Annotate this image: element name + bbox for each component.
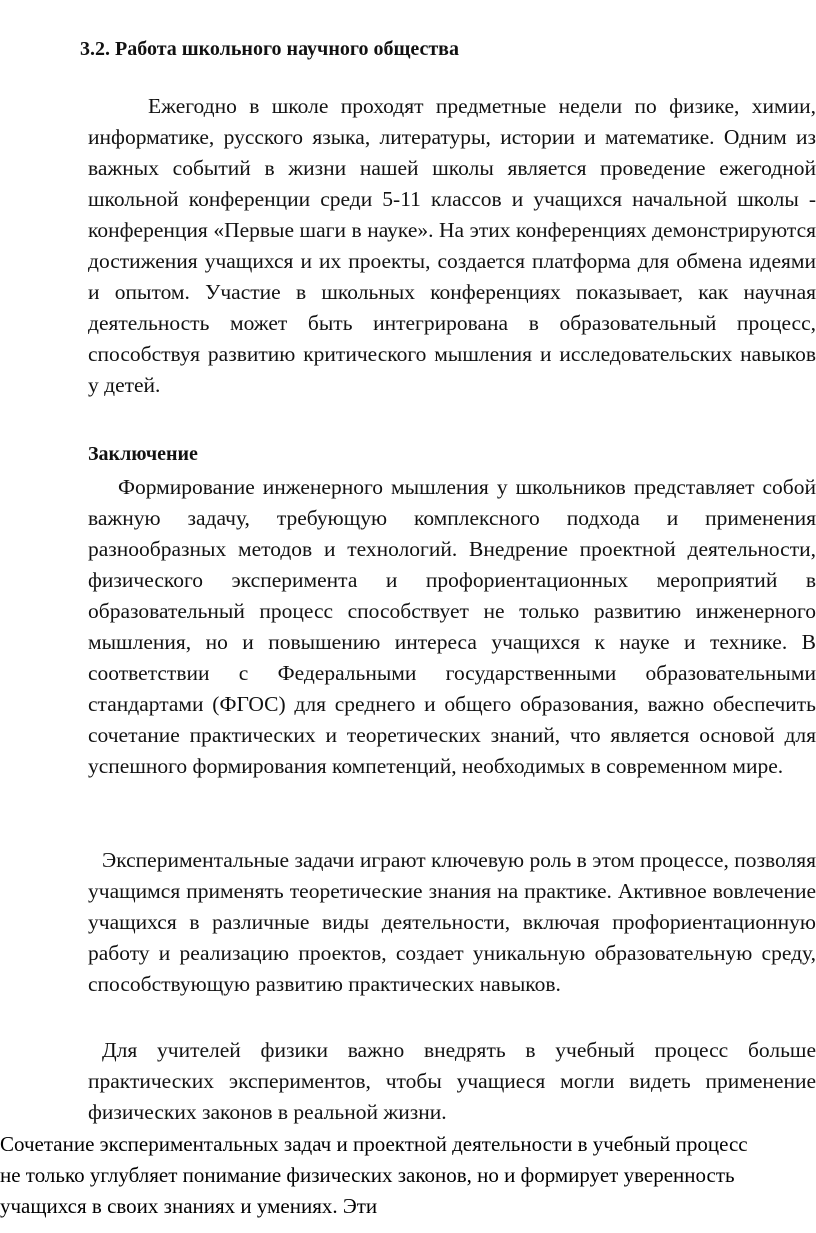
conclusion-heading: Заключение [88, 443, 198, 465]
conclusion-paragraph-3: Для учителей физики важно внедрять в учебный процесс больше практических экспериментов, чтобы учащиеся могли видеть применение физических законов в реальной жизни. [88, 1038, 816, 1124]
conclusion-paragraph-1: Формирование инженерного мышления у школьников представляет собой важную задачу, требующую комплексного подхода и применения разнообразных методов и технологий. Внедрение проектной деятельности, физического эксперимента и профориентационных мероприятий в образовательный процесс способствует не только развитию инженерного мышления, но и повышению интереса учащихся к науке и технике. В соответствии с Федеральными государственными образовательными стандартами (ФГОС) для среднего и общего образования, важно обеспечить сочетание практических и теоретических знаний, что является основой для успешного формирования компетенций, необходимых в современном мире. [88, 475, 816, 778]
section-heading: 3.2. Работа школьного научного общества [80, 38, 459, 60]
section-paragraph: Ежегодно в школе проходят предметные недели по физике, химии, информатике, русского языка, литературы, истории и математике. Одним из важных событий в жизни нашей школы является проведение ежегодной школьной конференции среди 5-11 классов и учащихся начальной школы - конференция «Первые шаги в науке». На этих конференциях демонстрируются достижения учащихся и их проекты, создается платформа для обмена идеями и опытом. Участие в школьных конференциях показывает, как научная деятельность может быть интегрирована в образовательный процесс, способствуя развитию критического мышления и исследовательских навыков у детей. [88, 94, 816, 397]
conclusion-paragraph-4: Сочетание экспериментальных задач и проектной деятельности в учебный процесс не только углубляет понимание физических законов, но и формирует уверенность учащихся в своих знаниях и умениях. Эти [0, 1132, 748, 1218]
conclusion-paragraph-2: Экспериментальные задачи играют ключевую роль в этом процессе, позволяя учащимся применять теоретические знания на практике. Активное вовлечение учащихся в различные виды деятельности, включая профориентационную работу и реализацию проектов, создает уникальную образовательную среду, способствующую развитию практических навыков. [88, 848, 816, 996]
